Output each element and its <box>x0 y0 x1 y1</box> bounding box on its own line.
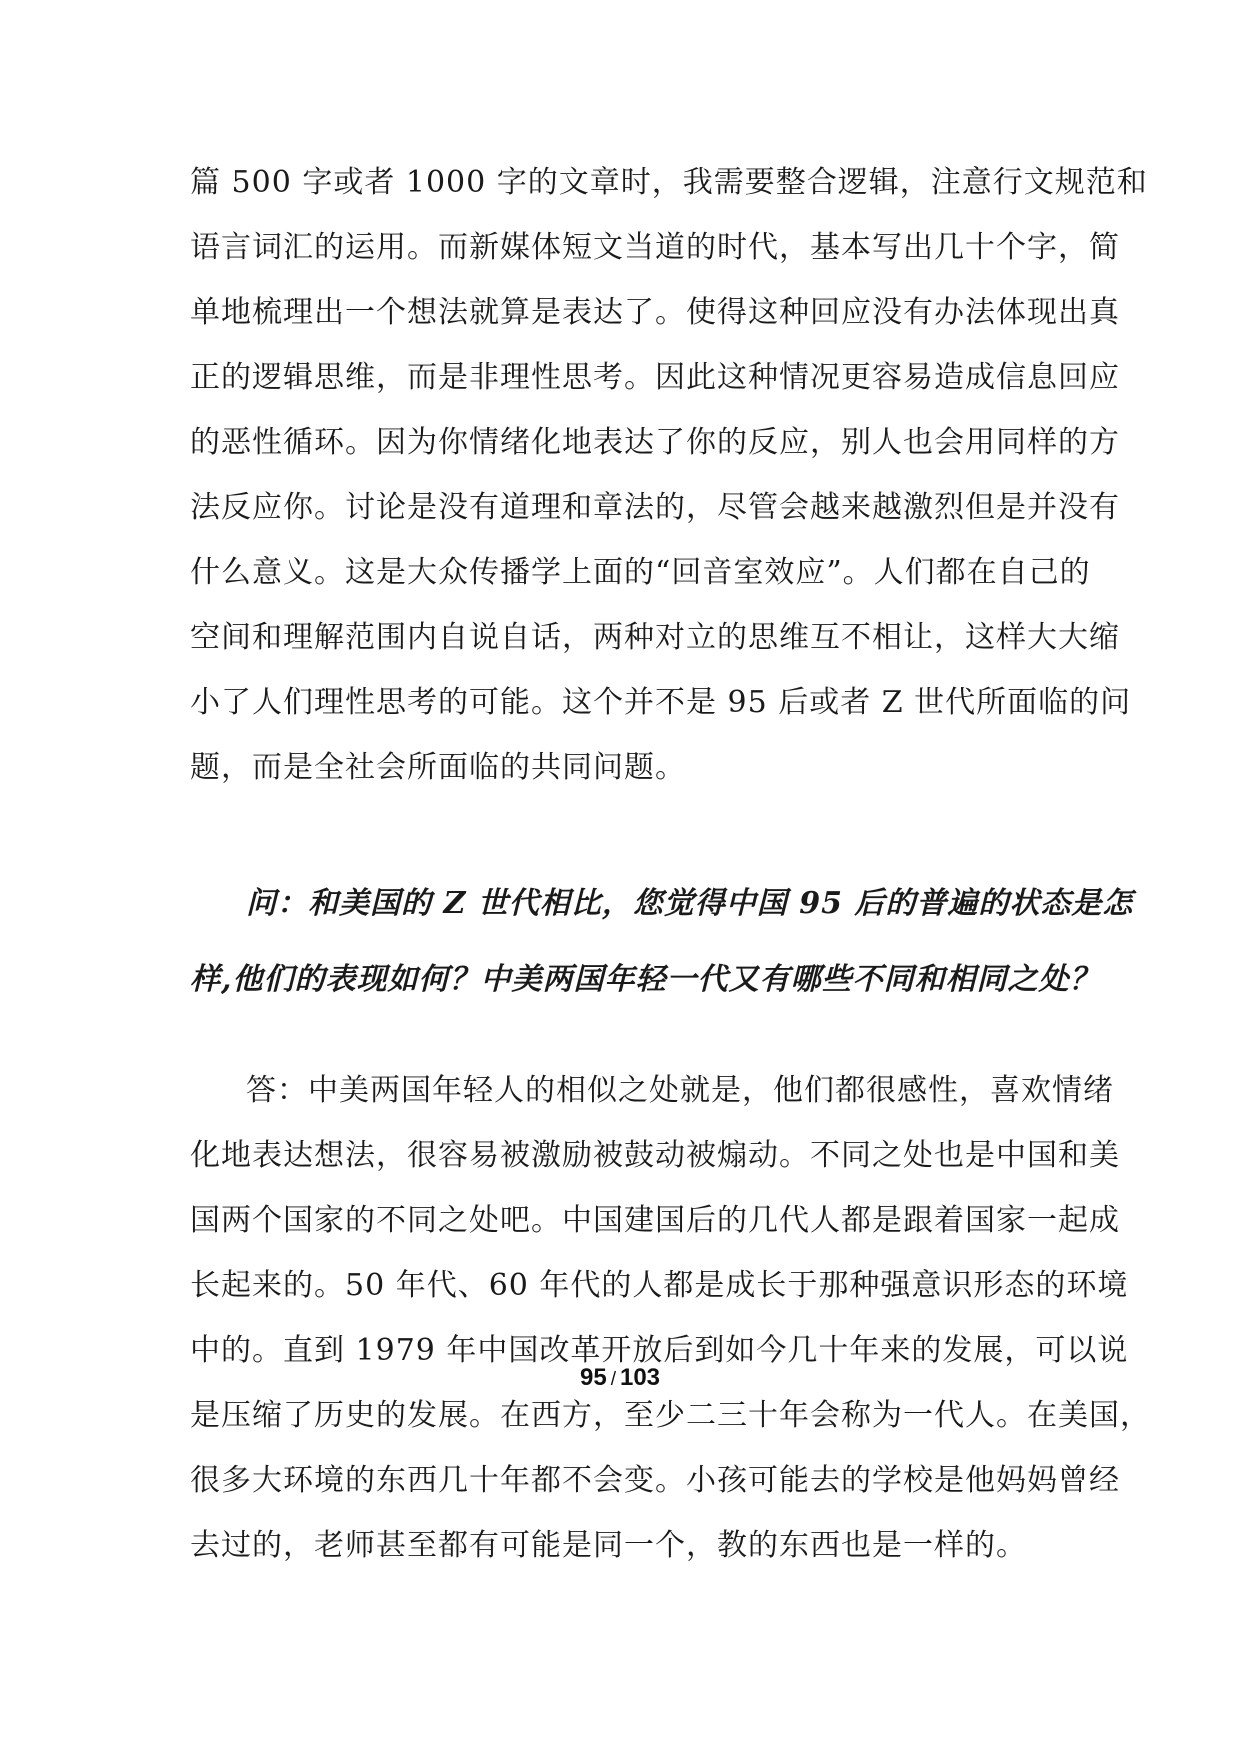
text-line: 单地梳理出一个想法就算是表达了。使得这种回应没有办法体现出真 <box>190 295 1120 330</box>
text-line: 什么意义。这是大众传播学上面的“回音室效应”。人们都在自己的 <box>190 555 1091 590</box>
text-line: 是压缩了历史的发展。在西方，至少二三十年会称为一代人。在美国， <box>190 1398 1151 1433</box>
total-pages: 103 <box>619 1364 661 1391</box>
text-line: 小了人们理性思考的可能。这个并不是 95 后或者 Z 世代所面临的问 <box>190 685 1132 720</box>
text-line: 去过的，老师甚至都有可能是同一个，教的东西也是一样的。 <box>190 1528 1027 1563</box>
text-line: 国两个国家的不同之处吧。中国建国后的几代人都是跟着国家一起成 <box>190 1203 1120 1238</box>
question-line: 样,他们的表现如何？中美两国年轻一代又有哪些不同和相同之处？ <box>190 962 1101 997</box>
text-line: 法反应你。讨论是没有道理和章法的，尽管会越来越激烈但是并没有 <box>190 490 1120 525</box>
page-number <box>0 1364 1240 1392</box>
text-line: 长起来的。50 年代、60 年代的人都是成长于那种强意识形态的环境 <box>190 1268 1129 1303</box>
text-line: 答：中美两国年轻人的相似之处就是，他们都很感性，喜欢情绪 <box>246 1073 1114 1108</box>
interview-question <box>190 866 1134 1018</box>
page-separator: / <box>610 1369 616 1390</box>
current-page: 95 <box>579 1364 607 1391</box>
text-line: 语言词汇的运用。而新媒体短文当道的时代，基本写出几十个字，简 <box>190 230 1120 265</box>
text-line: 题，而是全社会所面临的共同问题。 <box>190 750 686 785</box>
question-line: 问：和美国的 Z 世代相比，您觉得中国 95 后的普遍的状态是怎 <box>246 886 1134 921</box>
text-line: 正的逻辑思维，而是非理性思考。因此这种情况更容易造成信息回应 <box>190 360 1120 395</box>
body-paragraph-1 <box>190 150 1148 800</box>
text-line: 篇 500 字或者 1000 字的文章时，我需要整合逻辑，注意行文规范和 <box>190 165 1148 200</box>
text-line: 中的。直到 1979 年中国改革开放后到如今几十年来的发展，可以说 <box>190 1333 1129 1368</box>
answer-paragraph <box>190 1058 1151 1578</box>
text-line: 化地表达想法，很容易被激励被鼓动被煽动。不同之处也是中国和美 <box>190 1138 1120 1173</box>
text-line: 很多大环境的东西几十年都不会变。小孩可能去的学校是他妈妈曾经 <box>190 1463 1120 1498</box>
text-line: 空间和理解范围内自说自话，两种对立的思维互不相让，这样大大缩 <box>190 620 1120 655</box>
text-line: 的恶性循环。因为你情绪化地表达了你的反应，别人也会用同样的方 <box>190 425 1120 460</box>
